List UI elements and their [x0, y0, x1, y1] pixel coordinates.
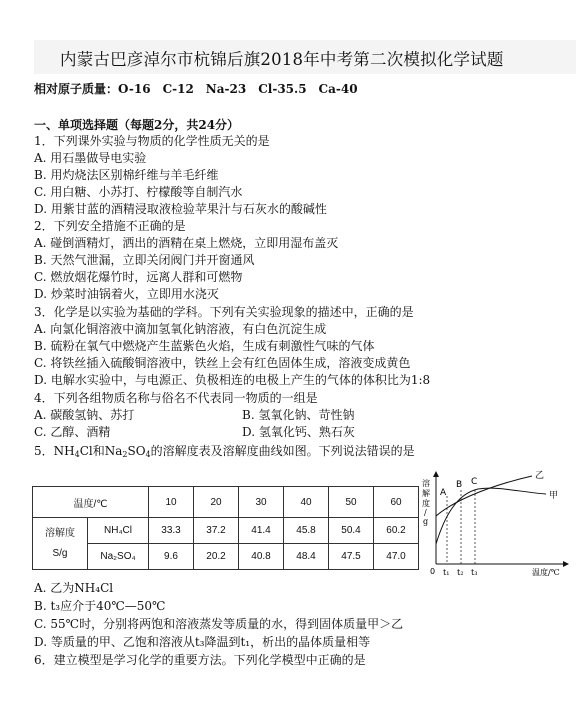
y-label-char: 度 [422, 499, 430, 508]
q5-option-c: C. 55℃时，分别将两饱和溶液蒸发等质量的水，得到固体质量甲＞乙 [34, 617, 404, 631]
t3-tick-label: t₃ [471, 568, 478, 577]
q3-option-b: B. 硫粉在氧气中燃烧产生蓝紫色火焰，生成有刺激性气味的气体 [34, 339, 375, 353]
q4-option-a: A. 碳酸氢钠、苏打 [34, 408, 135, 422]
q1-option-a: A. 用石墨做导电实验 [34, 151, 147, 165]
solubility-curve-chart [420, 468, 570, 580]
table-cell: 50.4 [329, 518, 374, 544]
table-cell: 37.2 [194, 518, 239, 544]
q2-option-d: D. 炒菜时油锅着火，立即用水浇灭 [34, 287, 219, 301]
q4-stem: 4．下列各组物质名称与俗名不代表同一物质的一组是 [34, 391, 318, 405]
table-temp: 30 [239, 487, 284, 518]
q2-option-b: B. 天然气泄漏，立即关闭阀门并开窗通风 [34, 253, 255, 267]
atomic-mass-line: 相对原子质量：O-16 C-12 Na-23 Cl-35.5 Ca-40 [34, 82, 358, 96]
table-cell: 41.4 [239, 518, 284, 544]
table-cell: 33.3 [149, 518, 194, 544]
y-label-char: g [423, 517, 429, 526]
page-title: 内蒙古巴彦淖尔市杭锦后旗2018年中考第二次模拟化学试题 [60, 50, 504, 69]
table-temp: 10 [149, 487, 194, 518]
t1-tick-label: t₁ [443, 568, 450, 577]
table-cell: 40.8 [239, 544, 284, 570]
table-temp: 20 [194, 487, 239, 518]
x-axis-label: 温度/℃ [532, 568, 560, 577]
table-cell: 45.8 [284, 518, 329, 544]
q1-option-d: D. 用紫甘蓝的酒精浸取液检验苹果汁与石灰水的酸碱性 [34, 202, 327, 216]
t2-tick-label: t₂ [457, 568, 464, 577]
q5-option-b: B. t₃应介于40℃—50℃ [34, 599, 166, 613]
table-cell: 60.2 [374, 518, 419, 544]
curve-yi-label: 乙 [535, 471, 545, 481]
table-header-label: 温度/℃ [33, 487, 149, 518]
origin-label: 0 [430, 567, 436, 576]
q3-stem: 3．化学是以实验为基础的学科。下列有关实验现象的描述中，正确的是 [34, 305, 414, 319]
point-b-label: B [456, 480, 463, 490]
q2-option-a: A. 碰倒酒精灯，洒出的酒精在桌上燃烧，立即用湿布盖灭 [34, 236, 339, 250]
solubility-table [32, 486, 419, 570]
table-cell: 9.6 [149, 544, 194, 570]
q1-stem: 1．下列课外实验与物质的化学性质无关的是 [34, 134, 270, 148]
curve-yi [436, 476, 532, 516]
point-a-label: A [440, 488, 447, 498]
y-label-char: / [424, 508, 427, 517]
point-c-label: C [471, 477, 478, 487]
table-cell: 47.0 [374, 544, 419, 570]
q3-option-a: A. 向氯化铜溶液中滴加氢氧化钠溶液，有白色沉淀生成 [34, 322, 327, 336]
q2-stem: 2．下列安全措施不正确的是 [34, 219, 186, 233]
q6-stem: 6．建立模型是学习化学的重要方法。下列化学模型中正确的是 [34, 653, 366, 667]
curve-jia [436, 488, 546, 544]
q2-option-c: C. 燃放烟花爆竹时，远离人群和可燃物 [34, 270, 243, 284]
table-row1-name: NH₄Cl [88, 518, 149, 544]
q5-option-d: D. 等质量的甲、乙饱和溶液从t₃降温到t₁，析出的晶体质量相等 [34, 635, 371, 649]
q1-option-b: B. 用灼烧法区别棉纤维与羊毛纤维 [34, 168, 219, 182]
table-temp: 40 [284, 487, 329, 518]
q5-stem: 5．$NH_4Cl$和$Na_2SO_4$的溶解度表及溶解度曲线如图。下列说法错误的是 [34, 444, 415, 459]
table-cell: 47.5 [329, 544, 374, 570]
table-temp: 60 [374, 487, 419, 518]
q4-option-b: B. 氢氧化钠、苛性钠 [242, 408, 355, 422]
table-row-label: 溶解度 S/g [33, 518, 88, 570]
table-row2-name: Na₂SO₄ [88, 544, 149, 570]
table-cell: 20.2 [194, 544, 239, 570]
q4-option-c: C. 乙醇、酒精 [34, 425, 111, 439]
section-heading: 一、单项选择题（每题2分，共24分） [34, 118, 240, 132]
q3-option-c: C. 将铁丝插入硫酸铜溶液中，铁丝上会有红色固体生成，溶液变成黄色 [34, 356, 411, 370]
curve-jia-label: 甲 [549, 491, 559, 501]
y-label-char: 解 [422, 489, 430, 498]
table-cell: 48.4 [284, 544, 329, 570]
y-label-char: 溶 [422, 479, 430, 488]
q4-option-d: D. 氢氧化钙、熟石灰 [242, 425, 355, 439]
q3-option-d: D. 电解水实验中，与电源正、负极相连的电极上产生的气体的体积比为1:8 [34, 373, 431, 387]
table-temp: 50 [329, 487, 374, 518]
q1-option-c: C. 用白糖、小苏打、柠檬酸等自制汽水 [34, 185, 243, 199]
q5-option-a: A. 乙为NH₄Cl [34, 581, 114, 595]
